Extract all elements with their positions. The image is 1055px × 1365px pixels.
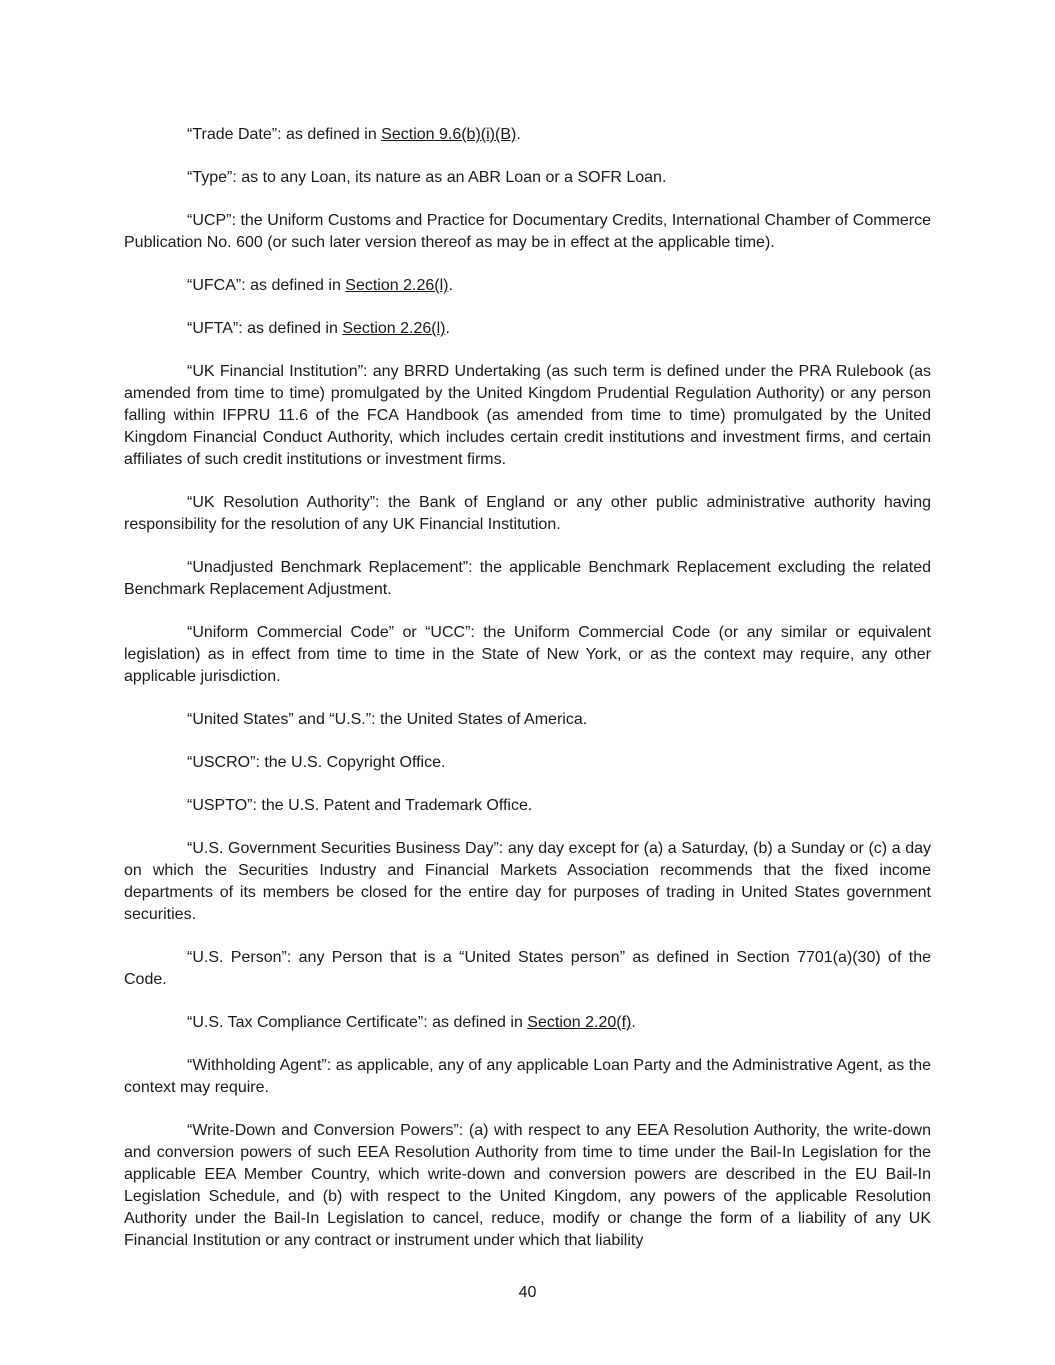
definition-united-states: “United States” and “U.S.”: the United States of America. bbox=[187, 711, 588, 728]
definition-ufca: “UFCA”: as defined in Section 2.26(l). bbox=[187, 277, 453, 294]
definition-unadjusted-benchmark-replacement: “Unadjusted Benchmark Replacement”: the applicable Benchmark Replacement excluding the related Benchmark Replacement Adjustment. bbox=[124, 559, 931, 598]
definition-trade-date: “Trade Date”: as defined in Section 9.6(b)(i)(B). bbox=[187, 126, 521, 143]
section-reference: Section 2.20(f) bbox=[527, 1014, 632, 1031]
definition-write-down-and-conversion-powers: “Write-Down and Conversion Powers”: (a) with respect to any EEA Resolution Authority, the write-down and conversion powers of such EEA Resolution Authority from time to time under the Bail-In Legislation for the applicable EEA Member Country, which write-down and conversion powers are described in the EU Bail-In Legislation Schedule, and (b) with respect to the United Kingdom, any powers of the applicable Resolution Authority under the Bail-In Legislation to cancel, reduce, modify or change the form of a liability of any UK Financial Institution or any contract or instrument under which that liability bbox=[124, 1122, 931, 1249]
definition-uspto: “USPTO”: the U.S. Patent and Trademark Office. bbox=[187, 797, 533, 814]
section-reference: Section 2.26(l) bbox=[345, 277, 449, 294]
definition-type: “Type”: as to any Loan, its nature as an ABR Loan or a SOFR Loan. bbox=[187, 169, 667, 186]
definition-withholding-agent: “Withholding Agent”: as applicable, any of any applicable Loan Party and the Administrative Agent, as the context may require. bbox=[124, 1057, 931, 1096]
definition-uk-financial-institution: “UK Financial Institution”: any BRRD Undertaking (as such term is defined under the PRA Rulebook (as amended from time to time) promulgated by the United Kingdom Prudential Regulation Authority) or any person falling within IFPRU 11.6 of the FCA Handbook (as amended from time to time) promulgated by the United Kingdom Financial Conduct Authority, which includes certain credit institutions and investment firms, and certain affiliates of such credit institutions or investment firms. bbox=[124, 363, 931, 468]
definition-us-tax-compliance-certificate: “U.S. Tax Compliance Certificate”: as defined in Section 2.20(f). bbox=[187, 1014, 636, 1031]
definition-us-person: “U.S. Person”: any Person that is a “United States person” as defined in Section 7701(a)(30) of the Code. bbox=[124, 949, 931, 988]
definition-ucp: “UCP”: the Uniform Customs and Practice for Documentary Credits, International Chamber of Commerce Publication No. 600 (or such later version thereof as may be in effect at the applicable time). bbox=[124, 212, 931, 251]
definition-uniform-commercial-code: “Uniform Commercial Code” or “UCC”: the Uniform Commercial Code (or any similar or equivalent legislation) as in effect from time to time in the State of New York, or as the context may require, any other applicable jurisdiction. bbox=[124, 624, 931, 685]
section-reference: Section 9.6(b)(i)(B) bbox=[381, 126, 517, 143]
document-body bbox=[124, 124, 931, 1273]
definition-ufta: “UFTA”: as defined in Section 2.26(l). bbox=[187, 320, 450, 337]
definition-uscro: “USCRO”: the U.S. Copyright Office. bbox=[187, 754, 446, 771]
definition-us-government-securities-business-day: “U.S. Government Securities Business Day”: any day except for (a) a Saturday, (b) a Sunday or (c) a day on which the Securities Industry and Financial Markets Association recommends that the fixed income departments of its members be closed for the entire day for purposes of trading in United States government securities. bbox=[124, 840, 931, 923]
definition-uk-resolution-authority: “UK Resolution Authority”: the Bank of England or any other public administrative authority having responsibility for the resolution of any UK Financial Institution. bbox=[124, 494, 931, 533]
page-number: 40 bbox=[518, 1284, 537, 1301]
section-reference: Section 2.26(l) bbox=[342, 320, 446, 337]
